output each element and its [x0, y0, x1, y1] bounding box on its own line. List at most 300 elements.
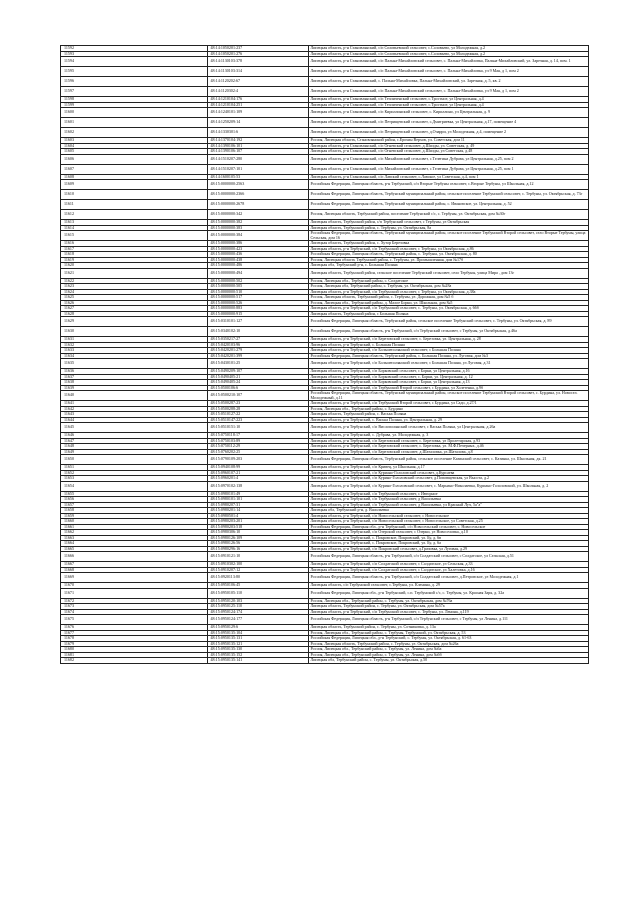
row-number-cell: 11682: [61, 658, 208, 664]
row-number-cell: 11602: [61, 128, 208, 138]
address-cell: Липецкая область, р-н Тербунский, с. Васька Поляна, ул. Центральная, д. 29: [309, 417, 589, 423]
cadastral-number-cell: 48:15:0000000:494: [207, 268, 309, 278]
address-cell: Российская Федерация, Липецкая область, р-н Тербунский, с/п Солдатский сельсовет, д.Петровское, ул Молодежная, д.1: [309, 573, 589, 583]
row-number-cell: 11665: [61, 546, 208, 552]
cadastral-number-cell: 48:15:0980306:10: [207, 530, 309, 536]
cadastral-number-cell: 48:15:0980101:49: [207, 491, 309, 497]
row-number-cell: 11598: [61, 97, 208, 103]
row-number-cell: 11613: [61, 220, 208, 226]
row-number-cell: 11592: [61, 46, 208, 52]
row-number-cell: 11626: [61, 300, 208, 306]
row-number-cell: 11664: [61, 541, 208, 547]
cadastral-number-cell: 48:15:0950135:104: [207, 630, 309, 636]
cadastral-number-cell: 48:15:0000000:2366: [207, 190, 309, 200]
row-number-cell: 11611: [61, 200, 208, 210]
row-number-cell: 11659: [61, 513, 208, 519]
address-cell: Липецкая область, р-н Тербунский, с/п Новосельский сельсовет, с Новосельское, ул Советская, д.25: [309, 519, 589, 525]
cadastral-number-cell: 48:15:0500287:23: [207, 401, 309, 407]
cadastral-number-cell: 48:15:0490405:21: [207, 374, 309, 380]
address-cell: Липецкая область, Тербунский район, с. Васька Поляна: [309, 412, 589, 418]
cadastral-number-cell: 48:14:1510207:101: [207, 164, 309, 174]
address-cell: Российская Федерация, Липецкая область, Тербунский муниципальный район, сельское поселение Тербунский Второй сельсовет, с. Бурдина, ул. Новосел. Молодежный, д.11: [309, 391, 589, 401]
cadastral-number-cell: 48:15:0970102:138: [207, 481, 309, 491]
address-cell: Липецкая область, р-н Становлянский, с/п Тепличенский сельсовет, с.Тростное, ул Центральная, д.4: [309, 97, 589, 103]
table-row: [61, 327, 589, 337]
address-cell: Россия, Липецкая обл., Тербунский район, д. Малое Борки, ул. Школьная, дом №5: [309, 300, 589, 306]
address-cell: Липецкая область, р-н Становлянский, с/п Огневский сельсовет, д.Шилды, ул. Советская, д. 49: [309, 143, 589, 149]
cadastral-number-cell: 48:15:0000000:383: [207, 225, 309, 231]
row-number-cell: 11653: [61, 476, 208, 482]
row-number-cell: 11616: [61, 241, 208, 247]
row-number-cell: 11605: [61, 149, 208, 155]
row-number-cell: 11631: [61, 337, 208, 343]
row-number-cell: 11680: [61, 647, 208, 653]
address-cell: Липецкая область, р-н Становлянский, с. Пальна-Михайловка, Пальна-Михайловский, ул. Заречная, д. 5, кв. 2: [309, 77, 589, 87]
address-cell: Липецкая область, Тербунский район, с Большая Поляна: [309, 311, 589, 317]
cadastral-number-cell: 48:15:0350217:27: [207, 337, 309, 343]
row-number-cell: 11601: [61, 118, 208, 128]
registry-page: [60, 45, 586, 664]
address-cell: Липецкая область, р-н Становлянский, с/п Михайловский сельсовет, с.Телегина Дубрава, ул Центральная, д.25, пом 2: [309, 154, 589, 164]
row-number-cell: 11619: [61, 257, 208, 263]
row-number-cell: 11635: [61, 359, 208, 369]
cadastral-number-cell: 48:15:0960201:4: [207, 476, 309, 482]
cadastral-number-cell: 48:14:1240101:109: [207, 108, 309, 118]
cadastral-number-cell: 48:15:0950135:152: [207, 652, 309, 658]
cadastral-number-cell: 48:14:1390106:107: [207, 149, 309, 155]
cadastral-number-cell: 48:15:0000000:915: [207, 311, 309, 317]
row-number-cell: 11651: [61, 465, 208, 471]
address-cell: Липецкая область, Тербунский район, с. Тербуны, ул. Октябрьская, дом №57а: [309, 604, 589, 610]
row-number-cell: 11644: [61, 417, 208, 423]
row-number-cell: 11650: [61, 455, 208, 465]
table-row: [61, 200, 589, 210]
row-number-cell: 11612: [61, 210, 208, 220]
address-cell: Липецкая область, р-н Тербунский, с/п Березовский сельсовет, с. Березовка, ул. Центральная, д. 28: [309, 337, 589, 343]
cadastral-number-cell: 48:15:0950129:6: [207, 625, 309, 631]
row-number-cell: 11610: [61, 190, 208, 200]
cadastral-number-cell: 48:15:0790109:203: [207, 455, 309, 465]
row-number-cell: 11596: [61, 77, 208, 87]
cadastral-number-cell: 48:15:0000000:438: [207, 257, 309, 263]
registry-table-body: [61, 46, 589, 664]
address-cell: Россия, Липецкая обл., Тербунский район, с. Тербуны, ул. Октябрьская, дом №76а: [309, 598, 589, 604]
cadastral-number-cell: 48:14:1130103:314: [207, 67, 309, 77]
row-number-cell: 11652: [61, 470, 208, 476]
address-cell: Липецкая область, р-н Тербунский, с/п Солдатский сельсовет, с Солдатское, ул Сельская, д.33: [309, 562, 589, 568]
address-cell: Липецкая область, р-н Становлянский, с/п Лавский сельсовет, с.Лавское, ул Советская, д.4, пом 1: [309, 174, 589, 180]
table-row: [61, 164, 589, 174]
table-row: [61, 210, 589, 220]
row-number-cell: 11649: [61, 449, 208, 455]
cadastral-number-cell: 48:14:1600105:53: [207, 174, 309, 180]
row-number-cell: 11614: [61, 225, 208, 231]
cadastral-number-cell: 48:15:0000000:510: [207, 289, 309, 295]
address-cell: Россия, Липецкая обл., Тербунский район, с. Тербуны, ул. Ленина, дом №6а: [309, 647, 589, 653]
cadastral-number-cell: 48:15:0980201:14: [207, 508, 309, 514]
cadastral-number-cell: 48:15:0510151:10: [207, 423, 309, 433]
cadastral-number-cell: 48:15:0340102:10: [207, 327, 309, 337]
address-cell: Липецкая область, Тербунский район, сельское поселение Тербунский сельсовет, село Тербуны, улица Мира , дом 13г: [309, 268, 589, 278]
address-cell: Россия, Липецкая область, Тербунский район, с. Тербуны, ул. Октябрьская, дом №26а: [309, 641, 589, 647]
row-number-cell: 11628: [61, 311, 208, 317]
table-row: [61, 231, 589, 241]
address-cell: Липецкая обл, Тербунский р-н, с. Большая Поляна: [309, 263, 589, 269]
address-cell: Липецкая область, р-н Становлянский, с/п Соловьевский сельсовет, с.Соловьево, ул Молодежная, д.2: [309, 46, 589, 52]
row-number-cell: 11654: [61, 481, 208, 491]
cadastral-number-cell: 48:14:1210104:251: [207, 102, 309, 108]
cadastral-number-cell: 48:15:0000000:505: [207, 284, 309, 290]
address-cell: Липецкая область, р-н Тербунский, с/п Покровский сельсовет, д.Грачовка, ул Луговая, д.29: [309, 546, 589, 552]
address-cell: Липецкая область, р-н Тербунский, с/п Борковский сельсовет, с Борки, ул Центральная, д.16: [309, 369, 589, 375]
cadastral-number-cell: 48:15:0760202:25: [207, 449, 309, 455]
cadastral-number-cell: 48:15:0980203:518: [207, 524, 309, 530]
cadastral-number-cell: 48:15:0500288:28: [207, 406, 309, 412]
cadastral-number-cell: 48:15:0000000:486: [207, 263, 309, 269]
table-row: [61, 317, 589, 327]
row-number-cell: 11658: [61, 508, 208, 514]
row-number-cell: 11676: [61, 625, 208, 631]
cadastral-number-cell: 48:15:0980501:4: [207, 513, 309, 519]
row-number-cell: 11641: [61, 401, 208, 407]
cadastral-number-cell: 48:15:0980207:31: [207, 502, 309, 508]
address-cell: Липецкая область, р-н Тербунский, с/п Курино-Гололовский сельсовет, с. Марьино-Николаевка, Куриано-Гололовский, ул. Школьная, д. 2: [309, 481, 589, 491]
row-number-cell: 11637: [61, 374, 208, 380]
cadastral-number-cell: 48:15:0750103:89: [207, 438, 309, 444]
table-row: [61, 573, 589, 583]
address-cell: Российская Федерация, Липецкая область, р-н Тербунский, с/п Солдатский сельсовет, с Солдатское, ул Сельская, д.51: [309, 552, 589, 562]
table-row: [61, 615, 589, 625]
address-cell: Липецкая область, р-н Становлянский, с/п Михайловский сельсовет, с.Телегина Дубрава, ул Центральная, д.25, пом 1: [309, 164, 589, 174]
table-row: [61, 128, 589, 138]
cadastral-number-cell: 48:15:0950120:103: [207, 598, 309, 604]
table-row: [61, 108, 589, 118]
address-cell: Липецкая область, р-н Тербунский, с/п Тербунский Второй сельсовет, с Бурдина, ул Холетенка, д.9б: [309, 385, 589, 391]
address-cell: Липецкая область, Тербунский район, с/п Тербунский сельсовет, с Тербуны, ул Октябрьская: [309, 220, 589, 226]
cadastral-number-cell: 48:15:0940108:99: [207, 465, 309, 471]
row-number-cell: 11638: [61, 380, 208, 386]
address-cell: Липецкая область, р-н Тербунский, с/п Большеполянский сельсовет, с Большая Поляна: [309, 348, 589, 354]
address-cell: Липецкая область, р-н Тербунский, с. Покровское, Покровский, ул. Бу, д. 6а: [309, 541, 589, 547]
cadastral-number-cell: 48:15:0000000:386: [207, 241, 309, 247]
address-cell: Липецкая область, р-н Тербунский, с/п Тербунский сельсовет, с. Тербуны, ул. Октябрьская, д. 66б: [309, 306, 589, 312]
row-number-cell: 11594: [61, 57, 208, 67]
address-cell: Липецкая обл, Тербунский район, с. Тербуны, ул. Октябрьская, д.50: [309, 658, 589, 664]
row-number-cell: 11666: [61, 552, 208, 562]
address-cell: Российская Федерация, Липецкая область, р-н Тербунский, с/п Тербунский сельсовет, с Тербуны, ул Октябрьская, д.46а: [309, 327, 589, 337]
address-cell: Липецкая область, р-н Становлянский, с/п Соловьевский сельсовет, с.Соловьево, ул Молодежная, д.2: [309, 51, 589, 57]
row-number-cell: 11617: [61, 246, 208, 252]
address-cell: Липецкая область, р-н Тербунский, с/п Озерский сельсовет, с Озерки, ул Новоселовка, д.10: [309, 530, 589, 536]
address-cell: Российская Федерация, Липецкая область, Тербунский район, с. Большая Поляна, ул. Луговая, дом №3: [309, 353, 589, 359]
row-number-cell: 11674: [61, 609, 208, 615]
address-cell: Липецкая область, р-н Тербунский, с/п Березовский сельсовет, д.Шаталовка, ул.Шаталова, д.8: [309, 449, 589, 455]
cadastral-number-cell: 48:15:0960107:21: [207, 470, 309, 476]
row-number-cell: 11593: [61, 51, 208, 57]
row-number-cell: 11636: [61, 369, 208, 375]
address-cell: Липецкая область, р-н Становлянский, с/п Тепличенский сельсовет, с.Тростное, ул Центральная, д.4: [309, 102, 589, 108]
address-cell: Россия, Липецкая область, Тербунский район, поселение Тербунский с/с, с. Тербуны, ул. Октябрьская, дом №30г: [309, 210, 589, 220]
row-number-cell: 11600: [61, 108, 208, 118]
row-number-cell: 11656: [61, 497, 208, 503]
row-number-cell: 11663: [61, 535, 208, 541]
address-cell: Липецкая область, р-н Тербунский, с/п Тербунский сельсовет, с Тербуны, ул Октябрьская, д.86: [309, 246, 589, 252]
row-number-cell: 11597: [61, 87, 208, 97]
row-number-cell: 11595: [61, 67, 208, 77]
row-number-cell: 11622: [61, 278, 208, 284]
row-number-cell: 11667: [61, 562, 208, 568]
row-number-cell: 11630: [61, 327, 208, 337]
cadastral-number-cell: 48:15:0000000:502: [207, 278, 309, 284]
cadastral-number-cell: 48:15:0490209:107: [207, 369, 309, 375]
row-number-cell: 11623: [61, 284, 208, 290]
cadastral-number-cell: 48:15:0980126:56: [207, 541, 309, 547]
address-cell: Липецкая область, р-н Становлянский, с/п Пальна-Михайловский сельсовет, с. Пальна-Михайловка, Пальна-Михайловский, ул. Заречная, д. 14, пом. 1: [309, 57, 589, 67]
address-cell: Липецкая область, р-н Тербунский, с. Дубрава, ул. Молодежная, д. 3: [309, 433, 589, 439]
row-number-cell: 11618: [61, 252, 208, 258]
cadastral-number-cell: 48:15:0500210:107: [207, 391, 309, 401]
row-number-cell: 11648: [61, 444, 208, 450]
address-cell: Липецкая область, с/п Тербунский сельсовет, с.Тербуны, ул. Кленина, д. 29: [309, 583, 589, 589]
cadastral-number-cell: 48:15:0500106:6: [207, 385, 309, 391]
table-row: [61, 190, 589, 200]
row-number-cell: 11677: [61, 630, 208, 636]
row-number-cell: 11615: [61, 231, 208, 241]
cadastral-number-cell: 48:14:1250209:14: [207, 118, 309, 128]
row-number-cell: 11627: [61, 306, 208, 312]
cadastral-number-cell: 48:15:0510127:22: [207, 412, 309, 418]
address-cell: Липецкая область, Тербунский район, с. Хутор Березовка: [309, 241, 589, 247]
address-cell: Российская Федерация, Липецкая обл., р-н Тербунский, с.п. Тербунский с/с, с. Тербуны, ул. Красная Заря, д. 32а: [309, 588, 589, 598]
cadastral-number-cell: 48:14:1120302:4: [207, 87, 309, 97]
cadastral-number-cell: 48:15:0980203:201: [207, 519, 309, 525]
address-cell: Россия, Липецкая обл., Тербунский район, с. Тербуны, ул. Ленина, дом №6б: [309, 652, 589, 658]
address-cell: Российская Федерация, Липецкая обл., р-н Тербунский, с/п Новосельский сельсовет, с. Новосельское: [309, 524, 589, 530]
row-number-cell: 11660: [61, 519, 208, 525]
address-cell: Российская Федерация, Липецкая обл., р-н Тербунский, с. Тербуны, ул. Октябрьская, д. 61-63: [309, 636, 589, 642]
row-number-cell: 11679: [61, 641, 208, 647]
address-cell: Российская Федерация, Липецкая область, Тербунский район, сельское поселение Казинский сельсовет, с. Казинка, ул. Школьная, дк. 21: [309, 455, 589, 465]
address-cell: Россия, Липецкая область, Тербунский район, с. Тербуны, ул. Дорожная, дом №5 б: [309, 295, 589, 301]
address-cell: Липецкая область, р-н Тербунский, с/п Тербунский Второй сельсовет, с Бурдина, ул Садо, д.27/1: [309, 401, 589, 407]
address-cell: Российская Федерация, Липецкая область, Тербунский муниципальный район, сельское поселение Тербунский сельсовет, с. Тербуны, ул. Октябрьская, д. 73г: [309, 190, 589, 200]
address-cell: Липецкая область, Тербунский район, с. Тербуны, ул. Сотниковка, д. 13а: [309, 625, 589, 631]
cadastral-number-cell: 48:14:1050201:237: [207, 46, 309, 52]
row-number-cell: 11625: [61, 295, 208, 301]
cadastral-number-cell: 48:15:0750118:17: [207, 433, 309, 439]
table-row: [61, 57, 589, 67]
cadastral-number-cell: 48:15:0950135:130: [207, 647, 309, 653]
row-number-cell: 11643: [61, 412, 208, 418]
row-number-cell: 11662: [61, 530, 208, 536]
row-number-cell: 11661: [61, 524, 208, 530]
address-cell: Российская Федерация, Липецкая область, р-н Тербунский, с/п Вторые Тербуны сельсовет, с.Вторые Тербуны, ул Школьная, д.12: [309, 180, 589, 190]
address-cell: Россия, Липецкая область, Становлянский район, с.Ерохин Верхов, ул. Советская, дом 11: [309, 138, 589, 144]
row-number-cell: 11603: [61, 138, 208, 144]
row-number-cell: 11640: [61, 391, 208, 401]
table-row: [61, 77, 589, 87]
table-row: [61, 268, 589, 278]
cadastral-number-cell: 48:15:0000000:342: [207, 210, 309, 220]
address-cell: Российская Федерация, Липецкая область, р-н Тербунский, с/п Тербунский сельсовет, с Тербуны, ул Ленина, д.111: [309, 615, 589, 625]
row-number-cell: 11669: [61, 573, 208, 583]
row-number-cell: 11599: [61, 102, 208, 108]
cadastral-number-cell: 48:15:0950135:141: [207, 658, 309, 664]
address-cell: Липецкая область, р-н Тербунский, с/п Куриано-Гололовский сельсовет, д.Курсаева: [309, 470, 589, 476]
cadastral-number-cell: 48:15:0000000:436: [207, 252, 309, 258]
row-number-cell: 11629: [61, 317, 208, 327]
row-number-cell: 11647: [61, 438, 208, 444]
address-cell: Липецкая область, р-н Тербунский, с/п Солдатский сельсовет, с Солдатское, ул Халетовка, д.16: [309, 567, 589, 573]
cadastral-number-cell: 48:15:0920113:80: [207, 573, 309, 583]
address-cell: Россия, Липецкая область Тербунский район, с. Тербуны, ул. Промышленная, дом №17б: [309, 257, 589, 263]
row-number-cell: 11606: [61, 154, 208, 164]
address-cell: Липецкая область, р-н Тербунский, с/п Борковский сельсовет, с Борки, ул Центральная, д.13: [309, 380, 589, 386]
address-cell: Липецкая область, Тербунский район, с. Тербуны, ул. Октябрьская, 8а: [309, 225, 589, 231]
address-cell: Липецкая область, р-н Становлянский, с/п Кириллинский сельсовет, с. Кириллино, ул Центральная, д. 9: [309, 108, 589, 118]
address-cell: Липецкая область, р-н Тербунский, с/п Тербунский сельсовет, с Тербуны, ул Октябрьская, д.38а: [309, 289, 589, 295]
address-cell: Липецкая область, р-н Тербунский, с/п Тербунский сельсовет, с Ивторное: [309, 491, 589, 497]
address-cell: Липецкая область, р-н Становлянский, с/п Огневский сельсовет, д.Шилды, ул Советская, д.48: [309, 149, 589, 155]
cadastral-number-cell: 48:15:0980296:16: [207, 546, 309, 552]
cadastral-number-cell: 48:15:0000000:883: [207, 306, 309, 312]
row-number-cell: 11673: [61, 604, 208, 610]
row-number-cell: 11609: [61, 180, 208, 190]
cadastral-number-cell: 48:15:0000000:526: [207, 300, 309, 306]
table-row: [61, 455, 589, 465]
row-number-cell: 11607: [61, 164, 208, 174]
table-row: [61, 180, 589, 190]
cadastral-number-cell: 48:15:0950135:121: [207, 641, 309, 647]
table-row: [61, 154, 589, 164]
cadastral-number-cell: 48:15:0950124:174: [207, 609, 309, 615]
row-number-cell: 11620: [61, 263, 208, 269]
registry-table: [60, 45, 589, 664]
address-cell: Липецкая область, р-н Тербунский, с/п Тербунский сельсовет, с. Тербуны, ул. Ленина, д.119: [309, 609, 589, 615]
table-row: [61, 118, 589, 128]
cadastral-number-cell: 48:15:0420103:96: [207, 342, 309, 348]
address-cell: Липецкая область, р-н Тербунский, с/п Кривец, ул Школьная, д.17: [309, 465, 589, 471]
row-number-cell: 11624: [61, 289, 208, 295]
cadastral-number-cell: 48:14:1510207:280: [207, 154, 309, 164]
row-number-cell: 11645: [61, 423, 208, 433]
row-number-cell: 11655: [61, 491, 208, 497]
address-cell: Липецкая область, р-н Тербунский, с/п Березовский сельсовет, с. Березовка, ул. М.Ф.Печерных, д.46: [309, 444, 589, 450]
address-cell: Липецкая область, р-н Тербунский, с/п Новосельский сельсовет, с Новосельское: [309, 513, 589, 519]
row-number-cell: 11642: [61, 406, 208, 412]
address-cell: Липецкая область, р-н Тербунский, с/п Курино-Гололовский сельсовет, д.Поповщевская, ул Высота, д.2: [309, 476, 589, 482]
row-number-cell: 11657: [61, 502, 208, 508]
address-cell: Липецкая область, р-н Становлянский, с/п Пальна-Михайловский сельсовет, с. Пальна-Михайловка, ул 9 Мая, д 1, пом 2: [309, 67, 589, 77]
address-cell: Липецкая область, р-н Тербунский, с. Покровское, Покровский, ул. Бу, д. 6в: [309, 535, 589, 541]
cadastral-number-cell: 48:15:0000000:2678: [207, 200, 309, 210]
cadastral-number-cell: 48:14:1050201:276: [207, 51, 309, 57]
cadastral-number-cell: 48:14:1130103:378: [207, 57, 309, 67]
table-row: [61, 658, 589, 664]
address-cell: Липецкая область, р-н Тербунский, с/п Тербунский сельсовет, д Васильевка: [309, 497, 589, 503]
address-cell: Липецкая обл, Тербунский р-н, д. Васильевка: [309, 508, 589, 514]
table-row: [61, 391, 589, 401]
cadastral-number-cell: 48:14:1390106:101: [207, 143, 309, 149]
address-cell: Липецкая область, р-н Тербунский, с/п Большеполянский сельсовет, с Большая Поляна, ул Луговая, д.31: [309, 359, 589, 369]
row-number-cell: 11675: [61, 615, 208, 625]
cadastral-number-cell: 48:15:0910207:12: [207, 567, 309, 573]
cadastral-number-cell: 48:15:0950124:177: [207, 615, 309, 625]
cadastral-number-cell: 48:15:0980101:101: [207, 497, 309, 503]
address-cell: Липецкая область, р-н Становлянский, с/п Пальна-Михайловский сельсовет, с. Пальна-Михайловка, ул 9 Мая, д 1, пом 2: [309, 87, 589, 97]
table-row: [61, 67, 589, 77]
table-row: [61, 552, 589, 562]
cadastral-number-cell: 48:14:1120202:67: [207, 77, 309, 87]
cadastral-number-cell: 48:15:0490405:24: [207, 380, 309, 386]
cadastral-number-cell: 48:15:0420201:279: [207, 348, 309, 354]
row-number-cell: 11639: [61, 385, 208, 391]
row-number-cell: 11681: [61, 652, 208, 658]
cadastral-number-cell: 48:15:0950106:45: [207, 583, 309, 589]
cadastral-number-cell: 48:15:0310101:127: [207, 317, 309, 327]
row-number-cell: 11621: [61, 268, 208, 278]
table-row: [61, 423, 589, 433]
row-number-cell: 11634: [61, 353, 208, 359]
cadastral-number-cell: 48:15:0000000:423: [207, 246, 309, 252]
cadastral-number-cell: 48:15:0980126:109: [207, 535, 309, 541]
row-number-cell: 11646: [61, 433, 208, 439]
address-cell: Липецкая область, р-н Тербунский, с/п Вислополянский сельсовет, с Васька Поляна, ул Центральная, д.26а: [309, 423, 589, 433]
address-cell: Российская Федерация, Липецкая область, Тербунский муниципальный район, с. Ивановское, ул. Центральная, д. 52: [309, 200, 589, 210]
cadastral-number-cell: 48:14:1210104:176: [207, 97, 309, 103]
cadastral-number-cell: 48:15:0000000:382: [207, 220, 309, 226]
cadastral-number-cell: 48:15:0950125:110: [207, 604, 309, 610]
row-number-cell: 11678: [61, 636, 208, 642]
cadastral-number-cell: 48:15:0510147:223: [207, 417, 309, 423]
cadastral-number-cell: 48:14:1370104:192: [207, 138, 309, 144]
row-number-cell: 11633: [61, 348, 208, 354]
row-number-cell: 11608: [61, 174, 208, 180]
table-row: [61, 588, 589, 598]
address-cell: Российская Федерация, Липецкая область, Тербунский район, с. Тербуны, ул. Октябрьская, д. 80: [309, 252, 589, 258]
cadastral-number-cell: 48:15:0430101:25: [207, 359, 309, 369]
cadastral-number-cell: 48:15:0750112:29: [207, 444, 309, 450]
row-number-cell: 11668: [61, 567, 208, 573]
cadastral-number-cell: 48:15:0950135:131: [207, 636, 309, 642]
cadastral-number-cell: 48:15:0000000:384: [207, 231, 309, 241]
address-cell: Россия, Липецкая обл., Тербунский район, с. Тербуны, Тербунский, ул. Октябрьская, д. 53: [309, 630, 589, 636]
table-row: [61, 481, 589, 491]
address-cell: Липецкая область, р-н Становлянский, с/п Петрищевский сельсовет, д.Очарри, ул Молодежная, д.4, помещение 2: [309, 128, 589, 138]
row-number-cell: 11670: [61, 583, 208, 589]
cadastral-number-cell: 48:15:0000000:517: [207, 295, 309, 301]
table-row: [61, 87, 589, 97]
address-cell: Липецкая область, р-н Тербунский, с/п Березовский сельсовет, с. Березовка, ул Пролетарская, д.93: [309, 438, 589, 444]
address-cell: Россия, Липецкая обл, Тербунский район, с. Тербуны, ул. Октябрьская, дом №28а: [309, 284, 589, 290]
cadastral-number-cell: 48:15:0910302:100: [207, 562, 309, 568]
row-number-cell: 11604: [61, 143, 208, 149]
address-cell: Липецкая область, р-н Тербунский, с. Большая Поляна: [309, 342, 589, 348]
address-cell: Российская Федерация, Липецкая область, Тербунский район, сельское поселение Тербунский сельсовет, с. Тербуны, ул. Октябрьская, д. 89: [309, 317, 589, 327]
cadastral-number-cell: 48:15:0950105:110: [207, 588, 309, 598]
address-cell: Российская Федерация, Липецкая область, Тербунский муниципальный район, сельское поселение Тербунский Второй сельсовет, село Вторые Тербуны, улица Сельская, дом 16: [309, 231, 589, 241]
address-cell: Липецкая область, р-н Тербунский, с/п Борковский сельсовет, с. Борки, ул. Центральная, д. 12: [309, 374, 589, 380]
row-number-cell: 11671: [61, 588, 208, 598]
cadastral-number-cell: 48:15:0420201:399: [207, 353, 309, 359]
cadastral-number-cell: 48:15:0910121:10: [207, 552, 309, 562]
table-row: [61, 359, 589, 369]
row-number-cell: 11632: [61, 342, 208, 348]
address-cell: Россия, Липецкая обл., Тербунский район, с. Солдатское: [309, 278, 589, 284]
row-number-cell: 11672: [61, 598, 208, 604]
address-cell: Липецкая область, р-н Тербунский, с/п Тербунский сельсовет, д Васильевка, ул Красный Луч, 5а"а": [309, 502, 589, 508]
address-cell: Липецкая область, р-н Становлянский, с/п Петрищевский сельсовет, с.Дмитриевка, ул Центральная, д.17, помещение 4: [309, 118, 589, 128]
